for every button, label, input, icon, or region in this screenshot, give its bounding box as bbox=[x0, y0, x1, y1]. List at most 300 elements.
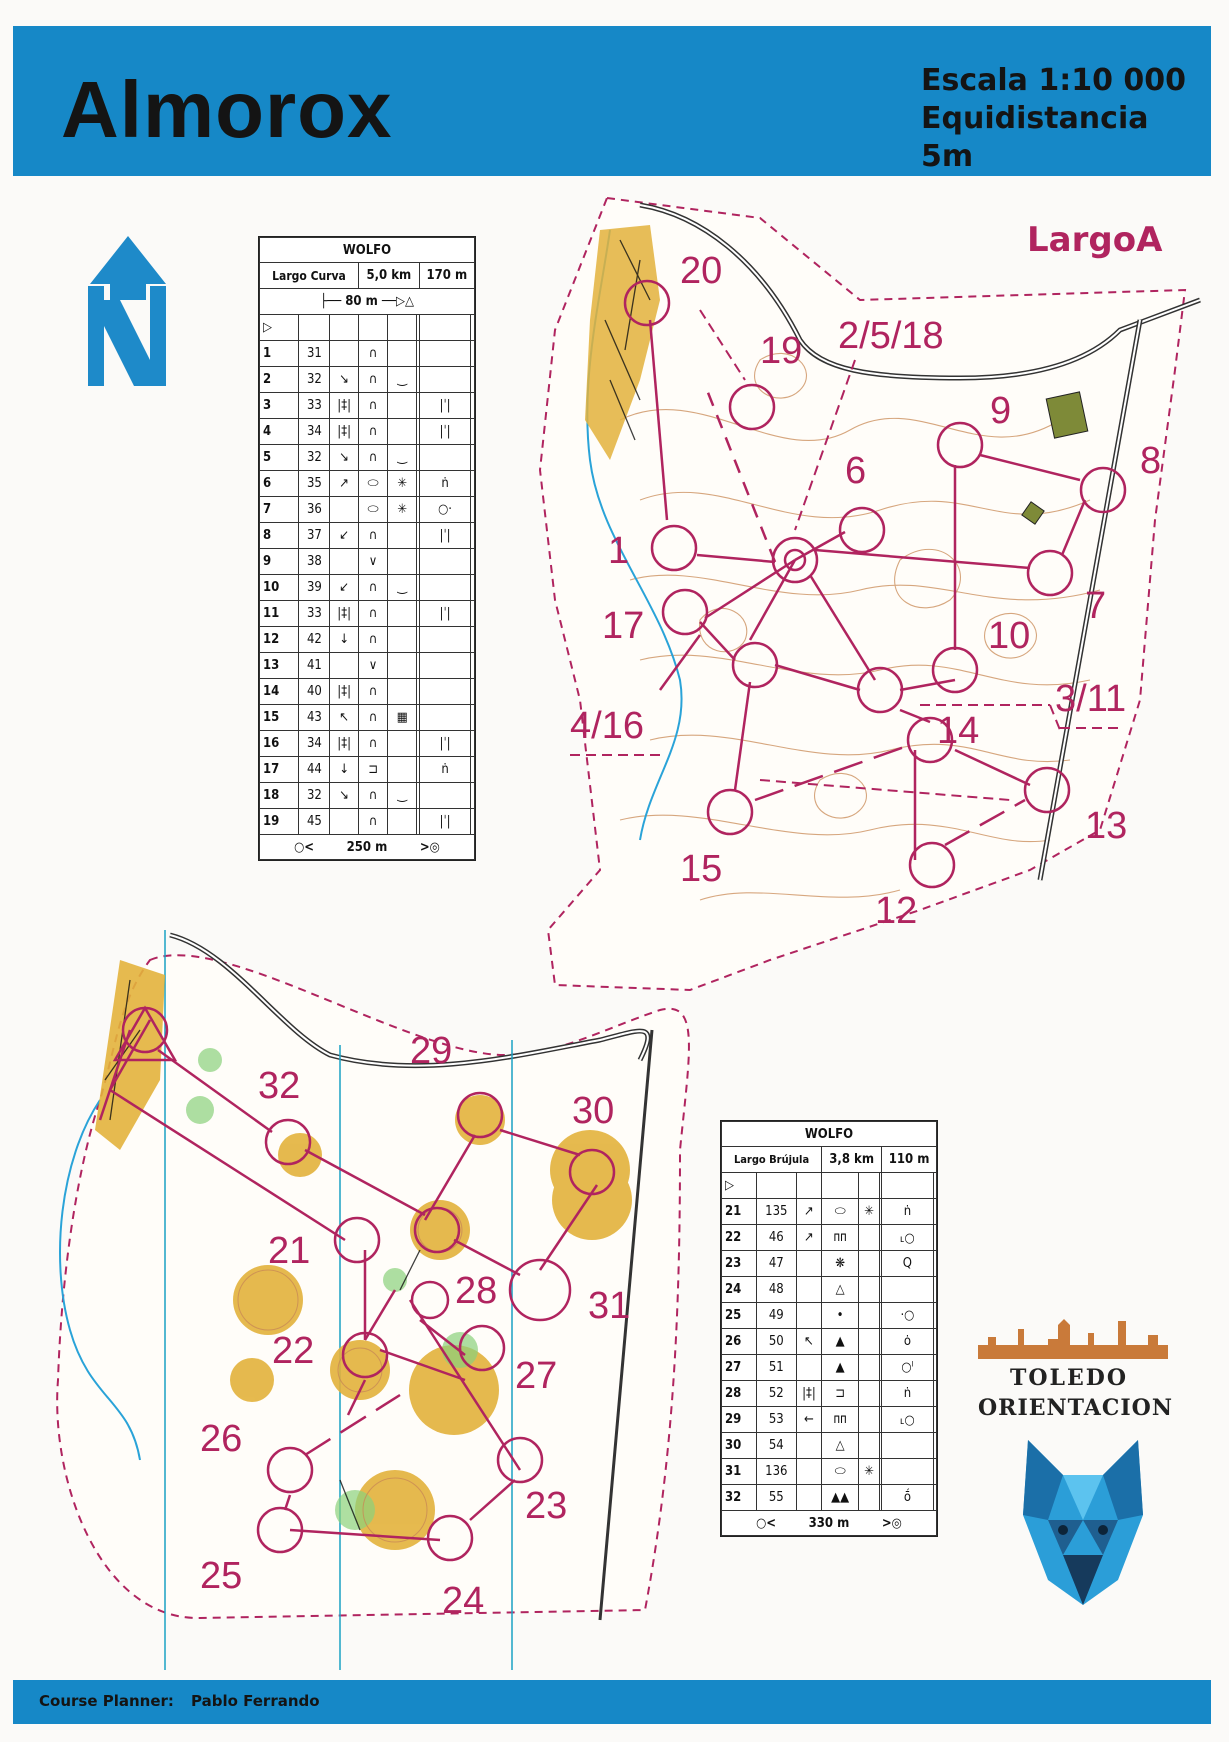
control-label: 15 bbox=[680, 848, 723, 890]
which-of-similar-symbol bbox=[796, 1485, 821, 1511]
wolf-logo-icon bbox=[1018, 1440, 1148, 1605]
control-code: 32 bbox=[299, 445, 330, 471]
other-cell bbox=[471, 627, 475, 653]
control-label: 22 bbox=[272, 1330, 315, 1372]
feature-symbol: ᴨᴨ bbox=[822, 1225, 859, 1251]
feature-symbol: ᴨᴨ bbox=[822, 1407, 859, 1433]
control-code: 50 bbox=[756, 1329, 796, 1355]
which-of-similar-symbol: |‡| bbox=[796, 1381, 821, 1407]
feature-symbol: ∩ bbox=[359, 419, 388, 445]
which-of-similar-symbol: ↖ bbox=[330, 705, 359, 731]
other-cell bbox=[933, 1407, 936, 1433]
control-number: 12 bbox=[260, 627, 299, 653]
control-number: 10 bbox=[260, 575, 299, 601]
control-code: 48 bbox=[756, 1277, 796, 1303]
appearance-symbol bbox=[859, 1251, 880, 1277]
location-symbol bbox=[419, 653, 471, 679]
control-code: 37 bbox=[299, 523, 330, 549]
map-title: Almorox bbox=[61, 65, 393, 154]
control-row bbox=[260, 679, 475, 705]
location-symbol: |ˈ| bbox=[419, 523, 471, 549]
location-symbol: ○ˡ bbox=[882, 1355, 933, 1381]
control-number: 28 bbox=[722, 1381, 757, 1407]
finish-leg-distance: 330 m bbox=[808, 1515, 850, 1531]
control-label: 10 bbox=[988, 615, 1031, 657]
which-of-similar-symbol: ← bbox=[796, 1407, 821, 1433]
control-row bbox=[260, 523, 475, 549]
appearance-symbol bbox=[388, 627, 417, 653]
appearance-symbol: ‿ bbox=[388, 445, 417, 471]
control-number: 11 bbox=[260, 601, 299, 627]
control-row bbox=[260, 341, 475, 367]
control-label: 12 bbox=[875, 890, 918, 932]
control-row bbox=[722, 1199, 937, 1225]
control-code: 46 bbox=[756, 1225, 796, 1251]
control-label: 1 bbox=[608, 530, 630, 572]
feature-symbol: ⊐ bbox=[359, 757, 388, 783]
start-triangle-icon: ▷ bbox=[260, 315, 299, 341]
control-row bbox=[260, 601, 475, 627]
control-code: 49 bbox=[756, 1303, 796, 1329]
control-number: 9 bbox=[260, 549, 299, 575]
control-label: 20 bbox=[680, 250, 723, 292]
location-symbol: Q bbox=[882, 1251, 933, 1277]
appearance-symbol: ▦ bbox=[388, 705, 417, 731]
other-cell bbox=[471, 341, 475, 367]
other-cell bbox=[933, 1277, 936, 1303]
feature-symbol: ∩ bbox=[359, 783, 388, 809]
location-symbol bbox=[419, 549, 471, 575]
control-row bbox=[722, 1459, 937, 1485]
control-code: 38 bbox=[299, 549, 330, 575]
control-label: 30 bbox=[572, 1090, 615, 1132]
location-symbol bbox=[882, 1433, 933, 1459]
control-label: 27 bbox=[515, 1355, 558, 1397]
appearance-symbol bbox=[388, 809, 417, 835]
other-cell bbox=[471, 367, 475, 393]
control-description-sheet-2 bbox=[720, 1120, 938, 1537]
start-triangle-icon: ▷ bbox=[722, 1173, 757, 1199]
control-label: 4/16 bbox=[570, 705, 644, 747]
control-number: 21 bbox=[722, 1199, 757, 1225]
control-number: 29 bbox=[722, 1407, 757, 1433]
control-row bbox=[260, 653, 475, 679]
appearance-symbol bbox=[859, 1407, 880, 1433]
which-of-similar-symbol bbox=[330, 809, 359, 835]
other-cell bbox=[933, 1485, 936, 1511]
control-code: 54 bbox=[756, 1433, 796, 1459]
control-number: 25 bbox=[722, 1303, 757, 1329]
control-label: 31 bbox=[588, 1285, 631, 1327]
other-cell bbox=[471, 679, 475, 705]
control-code: 31 bbox=[299, 341, 330, 367]
control-number: 31 bbox=[722, 1459, 757, 1485]
contour-text: Equidistancia 5m bbox=[921, 101, 1149, 174]
control-label: 19 bbox=[760, 330, 803, 372]
event-name: WOLFO bbox=[260, 238, 475, 263]
feature-symbol: ❋ bbox=[822, 1251, 859, 1277]
which-of-similar-symbol: |‡| bbox=[330, 419, 359, 445]
control-row bbox=[260, 627, 475, 653]
feature-symbol: △ bbox=[822, 1433, 859, 1459]
brand-line-1: TOLEDO bbox=[1010, 1365, 1129, 1391]
control-label: 7 bbox=[1085, 585, 1107, 627]
control-number: 19 bbox=[260, 809, 299, 835]
location-symbol: ṓ bbox=[882, 1485, 933, 1511]
other-cell bbox=[471, 419, 475, 445]
control-label: 9 bbox=[990, 390, 1012, 432]
control-number: 26 bbox=[722, 1329, 757, 1355]
appearance-symbol: ✳ bbox=[388, 497, 417, 523]
control-number: 6 bbox=[260, 471, 299, 497]
control-code: 135 bbox=[756, 1199, 796, 1225]
control-code: 33 bbox=[299, 601, 330, 627]
course-climb: 170 m bbox=[419, 263, 474, 289]
control-number: 1 bbox=[260, 341, 299, 367]
control-code: 35 bbox=[299, 471, 330, 497]
appearance-symbol: ‿ bbox=[388, 783, 417, 809]
control-number: 15 bbox=[260, 705, 299, 731]
appearance-symbol bbox=[388, 653, 417, 679]
feature-symbol: ∩ bbox=[359, 679, 388, 705]
appearance-symbol bbox=[388, 757, 417, 783]
which-of-similar-symbol bbox=[796, 1433, 821, 1459]
location-symbol bbox=[419, 445, 471, 471]
which-of-similar-symbol bbox=[330, 653, 359, 679]
which-of-similar-symbol bbox=[330, 341, 359, 367]
control-row bbox=[722, 1277, 937, 1303]
feature-symbol: ▲▲ bbox=[822, 1485, 859, 1511]
which-of-similar-symbol: ↘ bbox=[330, 445, 359, 471]
control-label: 14 bbox=[937, 710, 980, 752]
appearance-symbol bbox=[388, 601, 417, 627]
north-arrow-icon bbox=[88, 236, 166, 386]
appearance-symbol bbox=[859, 1225, 880, 1251]
control-row bbox=[260, 575, 475, 601]
feature-symbol: ∩ bbox=[359, 445, 388, 471]
control-label: 3/11 bbox=[1055, 678, 1127, 720]
feature-symbol: ∨ bbox=[359, 549, 388, 575]
location-symbol bbox=[419, 705, 471, 731]
appearance-symbol bbox=[388, 419, 417, 445]
control-number: 7 bbox=[260, 497, 299, 523]
appearance-symbol: ✳ bbox=[859, 1459, 880, 1485]
which-of-similar-symbol: |‡| bbox=[330, 393, 359, 419]
which-of-similar-symbol bbox=[796, 1251, 821, 1277]
control-row bbox=[260, 445, 475, 471]
control-label: 28 bbox=[455, 1270, 498, 1312]
other-cell bbox=[933, 1381, 936, 1407]
control-code: 39 bbox=[299, 575, 330, 601]
control-row bbox=[722, 1433, 937, 1459]
location-symbol: |ˈ| bbox=[419, 601, 471, 627]
which-of-similar-symbol bbox=[796, 1303, 821, 1329]
other-cell bbox=[471, 549, 475, 575]
control-label: 17 bbox=[602, 605, 645, 647]
location-symbol: ˪○ bbox=[882, 1225, 933, 1251]
feature-symbol: ∨ bbox=[359, 653, 388, 679]
control-code: 53 bbox=[756, 1407, 796, 1433]
which-of-similar-symbol: ↓ bbox=[330, 757, 359, 783]
appearance-symbol bbox=[859, 1303, 880, 1329]
which-of-similar-symbol bbox=[796, 1355, 821, 1381]
control-row bbox=[260, 549, 475, 575]
course-length: 3,8 km bbox=[822, 1147, 882, 1173]
location-symbol bbox=[419, 679, 471, 705]
control-code: 52 bbox=[756, 1381, 796, 1407]
control-code: 34 bbox=[299, 419, 330, 445]
location-symbol bbox=[419, 367, 471, 393]
feature-symbol: • bbox=[822, 1303, 859, 1329]
other-cell bbox=[933, 1433, 936, 1459]
location-symbol bbox=[882, 1459, 933, 1485]
course-climb: 110 m bbox=[882, 1147, 937, 1173]
other-cell bbox=[933, 1303, 936, 1329]
which-of-similar-symbol bbox=[330, 497, 359, 523]
control-label: 21 bbox=[268, 1230, 311, 1272]
location-symbol bbox=[419, 783, 471, 809]
control-code: 41 bbox=[299, 653, 330, 679]
appearance-symbol bbox=[859, 1329, 880, 1355]
start-leg-row: ├── 80 m ──▷△ bbox=[260, 289, 475, 315]
control-row bbox=[260, 809, 475, 835]
other-cell bbox=[471, 523, 475, 549]
appearance-symbol bbox=[859, 1433, 880, 1459]
which-of-similar-symbol: ↙ bbox=[330, 523, 359, 549]
control-label: 8 bbox=[1140, 440, 1162, 482]
appearance-symbol bbox=[388, 731, 417, 757]
control-code: 45 bbox=[299, 809, 330, 835]
which-of-similar-symbol: |‡| bbox=[330, 601, 359, 627]
location-symbol: ṅ bbox=[419, 471, 471, 497]
control-row bbox=[722, 1485, 937, 1511]
control-row bbox=[260, 731, 475, 757]
control-row bbox=[260, 419, 475, 445]
control-row bbox=[722, 1303, 937, 1329]
control-label: 13 bbox=[1085, 805, 1128, 847]
feature-symbol: ⬭ bbox=[359, 471, 388, 497]
control-code: 44 bbox=[299, 757, 330, 783]
feature-symbol: ⊐ bbox=[822, 1381, 859, 1407]
control-label: 26 bbox=[200, 1418, 243, 1460]
control-code: 36 bbox=[299, 497, 330, 523]
feature-symbol: ▲ bbox=[822, 1355, 859, 1381]
control-number: 17 bbox=[260, 757, 299, 783]
control-description-sheet-1 bbox=[258, 236, 476, 861]
location-symbol: ṅ bbox=[882, 1381, 933, 1407]
control-row bbox=[722, 1355, 937, 1381]
location-symbol bbox=[419, 627, 471, 653]
which-of-similar-symbol: |‡| bbox=[330, 731, 359, 757]
control-code: 47 bbox=[756, 1251, 796, 1277]
location-symbol: |ˈ| bbox=[419, 419, 471, 445]
other-cell bbox=[471, 653, 475, 679]
other-cell bbox=[471, 471, 475, 497]
feature-symbol: ∩ bbox=[359, 341, 388, 367]
course-name: LargoA bbox=[1027, 220, 1163, 260]
control-label: 6 bbox=[845, 450, 867, 492]
which-of-similar-symbol: ↗ bbox=[796, 1199, 821, 1225]
other-cell bbox=[933, 1225, 936, 1251]
feature-symbol: ∩ bbox=[359, 809, 388, 835]
which-of-similar-symbol bbox=[796, 1277, 821, 1303]
footer-banner bbox=[13, 1680, 1211, 1724]
control-number: 8 bbox=[260, 523, 299, 549]
control-number: 5 bbox=[260, 445, 299, 471]
other-cell bbox=[471, 601, 475, 627]
other-cell bbox=[471, 497, 475, 523]
other-cell bbox=[933, 1251, 936, 1277]
event-name: WOLFO bbox=[722, 1122, 937, 1147]
other-cell bbox=[933, 1459, 936, 1485]
control-number: 18 bbox=[260, 783, 299, 809]
control-label: 29 bbox=[410, 1030, 453, 1072]
location-symbol: |ˈ| bbox=[419, 809, 471, 835]
control-number: 24 bbox=[722, 1277, 757, 1303]
control-row bbox=[722, 1407, 937, 1433]
course-title: Largo Brújula bbox=[722, 1147, 822, 1173]
start-leg-distance: 80 m bbox=[345, 294, 378, 309]
control-code: 34 bbox=[299, 731, 330, 757]
control-number: 2 bbox=[260, 367, 299, 393]
feature-symbol: ∩ bbox=[359, 575, 388, 601]
toledo-skyline-icon bbox=[978, 1315, 1168, 1360]
control-number: 13 bbox=[260, 653, 299, 679]
control-number: 32 bbox=[722, 1485, 757, 1511]
location-symbol: ṅ bbox=[882, 1199, 933, 1225]
location-symbol: ȯ bbox=[882, 1329, 933, 1355]
control-row bbox=[260, 757, 475, 783]
location-symbol: |ˈ| bbox=[419, 393, 471, 419]
control-row bbox=[260, 783, 475, 809]
appearance-symbol bbox=[388, 679, 417, 705]
control-row bbox=[260, 471, 475, 497]
feature-symbol: ⬭ bbox=[822, 1199, 859, 1225]
other-cell bbox=[471, 575, 475, 601]
control-label: 24 bbox=[442, 1580, 485, 1622]
appearance-symbol bbox=[859, 1355, 880, 1381]
which-of-similar-symbol bbox=[796, 1459, 821, 1485]
other-cell bbox=[933, 1355, 936, 1381]
control-code: 43 bbox=[299, 705, 330, 731]
feature-symbol: ∩ bbox=[359, 627, 388, 653]
control-label: 32 bbox=[258, 1065, 301, 1107]
control-code: 32 bbox=[299, 367, 330, 393]
feature-symbol: ∩ bbox=[359, 367, 388, 393]
which-of-similar-symbol bbox=[330, 549, 359, 575]
which-of-similar-symbol: ↘ bbox=[330, 367, 359, 393]
other-cell bbox=[933, 1199, 936, 1225]
appearance-symbol bbox=[859, 1277, 880, 1303]
control-row bbox=[260, 705, 475, 731]
appearance-symbol: ‿ bbox=[388, 367, 417, 393]
control-label: 23 bbox=[525, 1485, 568, 1527]
finish-leg-row: ○< 330 m >◎ bbox=[722, 1511, 937, 1536]
feature-symbol: ∩ bbox=[359, 705, 388, 731]
which-of-similar-symbol: ↖ bbox=[796, 1329, 821, 1355]
other-cell bbox=[471, 757, 475, 783]
other-cell bbox=[471, 809, 475, 835]
appearance-symbol bbox=[388, 341, 417, 367]
feature-symbol: △ bbox=[822, 1277, 859, 1303]
control-number: 14 bbox=[260, 679, 299, 705]
other-cell bbox=[471, 705, 475, 731]
location-symbol bbox=[419, 341, 471, 367]
appearance-symbol bbox=[388, 393, 417, 419]
appearance-symbol: ✳ bbox=[388, 471, 417, 497]
location-symbol: ·○ bbox=[882, 1303, 933, 1329]
location-symbol: ○· bbox=[419, 497, 471, 523]
control-label: 2/5/18 bbox=[838, 315, 944, 357]
control-number: 3 bbox=[260, 393, 299, 419]
control-number: 27 bbox=[722, 1355, 757, 1381]
control-number: 16 bbox=[260, 731, 299, 757]
which-of-similar-symbol: |‡| bbox=[330, 679, 359, 705]
location-symbol: ṅ bbox=[419, 757, 471, 783]
finish-leg-row: ○< 250 m >◎ bbox=[260, 835, 475, 860]
location-symbol: |ˈ| bbox=[419, 731, 471, 757]
control-code: 32 bbox=[299, 783, 330, 809]
appearance-symbol: ✳ bbox=[859, 1199, 880, 1225]
other-cell bbox=[933, 1329, 936, 1355]
location-symbol bbox=[419, 575, 471, 601]
location-symbol: ˪○ bbox=[882, 1407, 933, 1433]
feature-symbol: ⬭ bbox=[359, 497, 388, 523]
appearance-symbol bbox=[859, 1485, 880, 1511]
control-label: 25 bbox=[200, 1555, 243, 1597]
which-of-similar-symbol: ↗ bbox=[796, 1225, 821, 1251]
which-of-similar-symbol: ↘ bbox=[330, 783, 359, 809]
appearance-symbol: ‿ bbox=[388, 575, 417, 601]
control-row bbox=[260, 497, 475, 523]
control-row bbox=[722, 1225, 937, 1251]
control-row bbox=[722, 1329, 937, 1355]
course-title: Largo Curva bbox=[260, 263, 359, 289]
appearance-symbol bbox=[388, 549, 417, 575]
appearance-symbol bbox=[859, 1381, 880, 1407]
control-row bbox=[260, 393, 475, 419]
other-cell bbox=[471, 445, 475, 471]
control-number: 30 bbox=[722, 1433, 757, 1459]
control-code: 42 bbox=[299, 627, 330, 653]
other-cell bbox=[471, 783, 475, 809]
control-code: 51 bbox=[756, 1355, 796, 1381]
control-code: 55 bbox=[756, 1485, 796, 1511]
control-row bbox=[260, 367, 475, 393]
which-of-similar-symbol: ↓ bbox=[330, 627, 359, 653]
control-row bbox=[722, 1381, 937, 1407]
brand-line-2: ORIENTACION bbox=[978, 1395, 1173, 1421]
control-row bbox=[722, 1251, 937, 1277]
control-number: 22 bbox=[722, 1225, 757, 1251]
feature-symbol: ▲ bbox=[822, 1329, 859, 1355]
other-cell bbox=[471, 393, 475, 419]
scale-text: Escala 1:10 000 bbox=[921, 63, 1187, 98]
feature-symbol: ⬭ bbox=[822, 1459, 859, 1485]
course-length: 5,0 km bbox=[359, 263, 420, 289]
control-code: 136 bbox=[756, 1459, 796, 1485]
which-of-similar-symbol: ↙ bbox=[330, 575, 359, 601]
feature-symbol: ∩ bbox=[359, 523, 388, 549]
which-of-similar-symbol: ↗ bbox=[330, 471, 359, 497]
finish-leg-distance: 250 m bbox=[346, 839, 388, 855]
feature-symbol: ∩ bbox=[359, 393, 388, 419]
feature-symbol: ∩ bbox=[359, 731, 388, 757]
course-planner-label: Course Planner: bbox=[39, 1692, 174, 1710]
feature-symbol: ∩ bbox=[359, 601, 388, 627]
appearance-symbol bbox=[388, 523, 417, 549]
control-number: 23 bbox=[722, 1251, 757, 1277]
